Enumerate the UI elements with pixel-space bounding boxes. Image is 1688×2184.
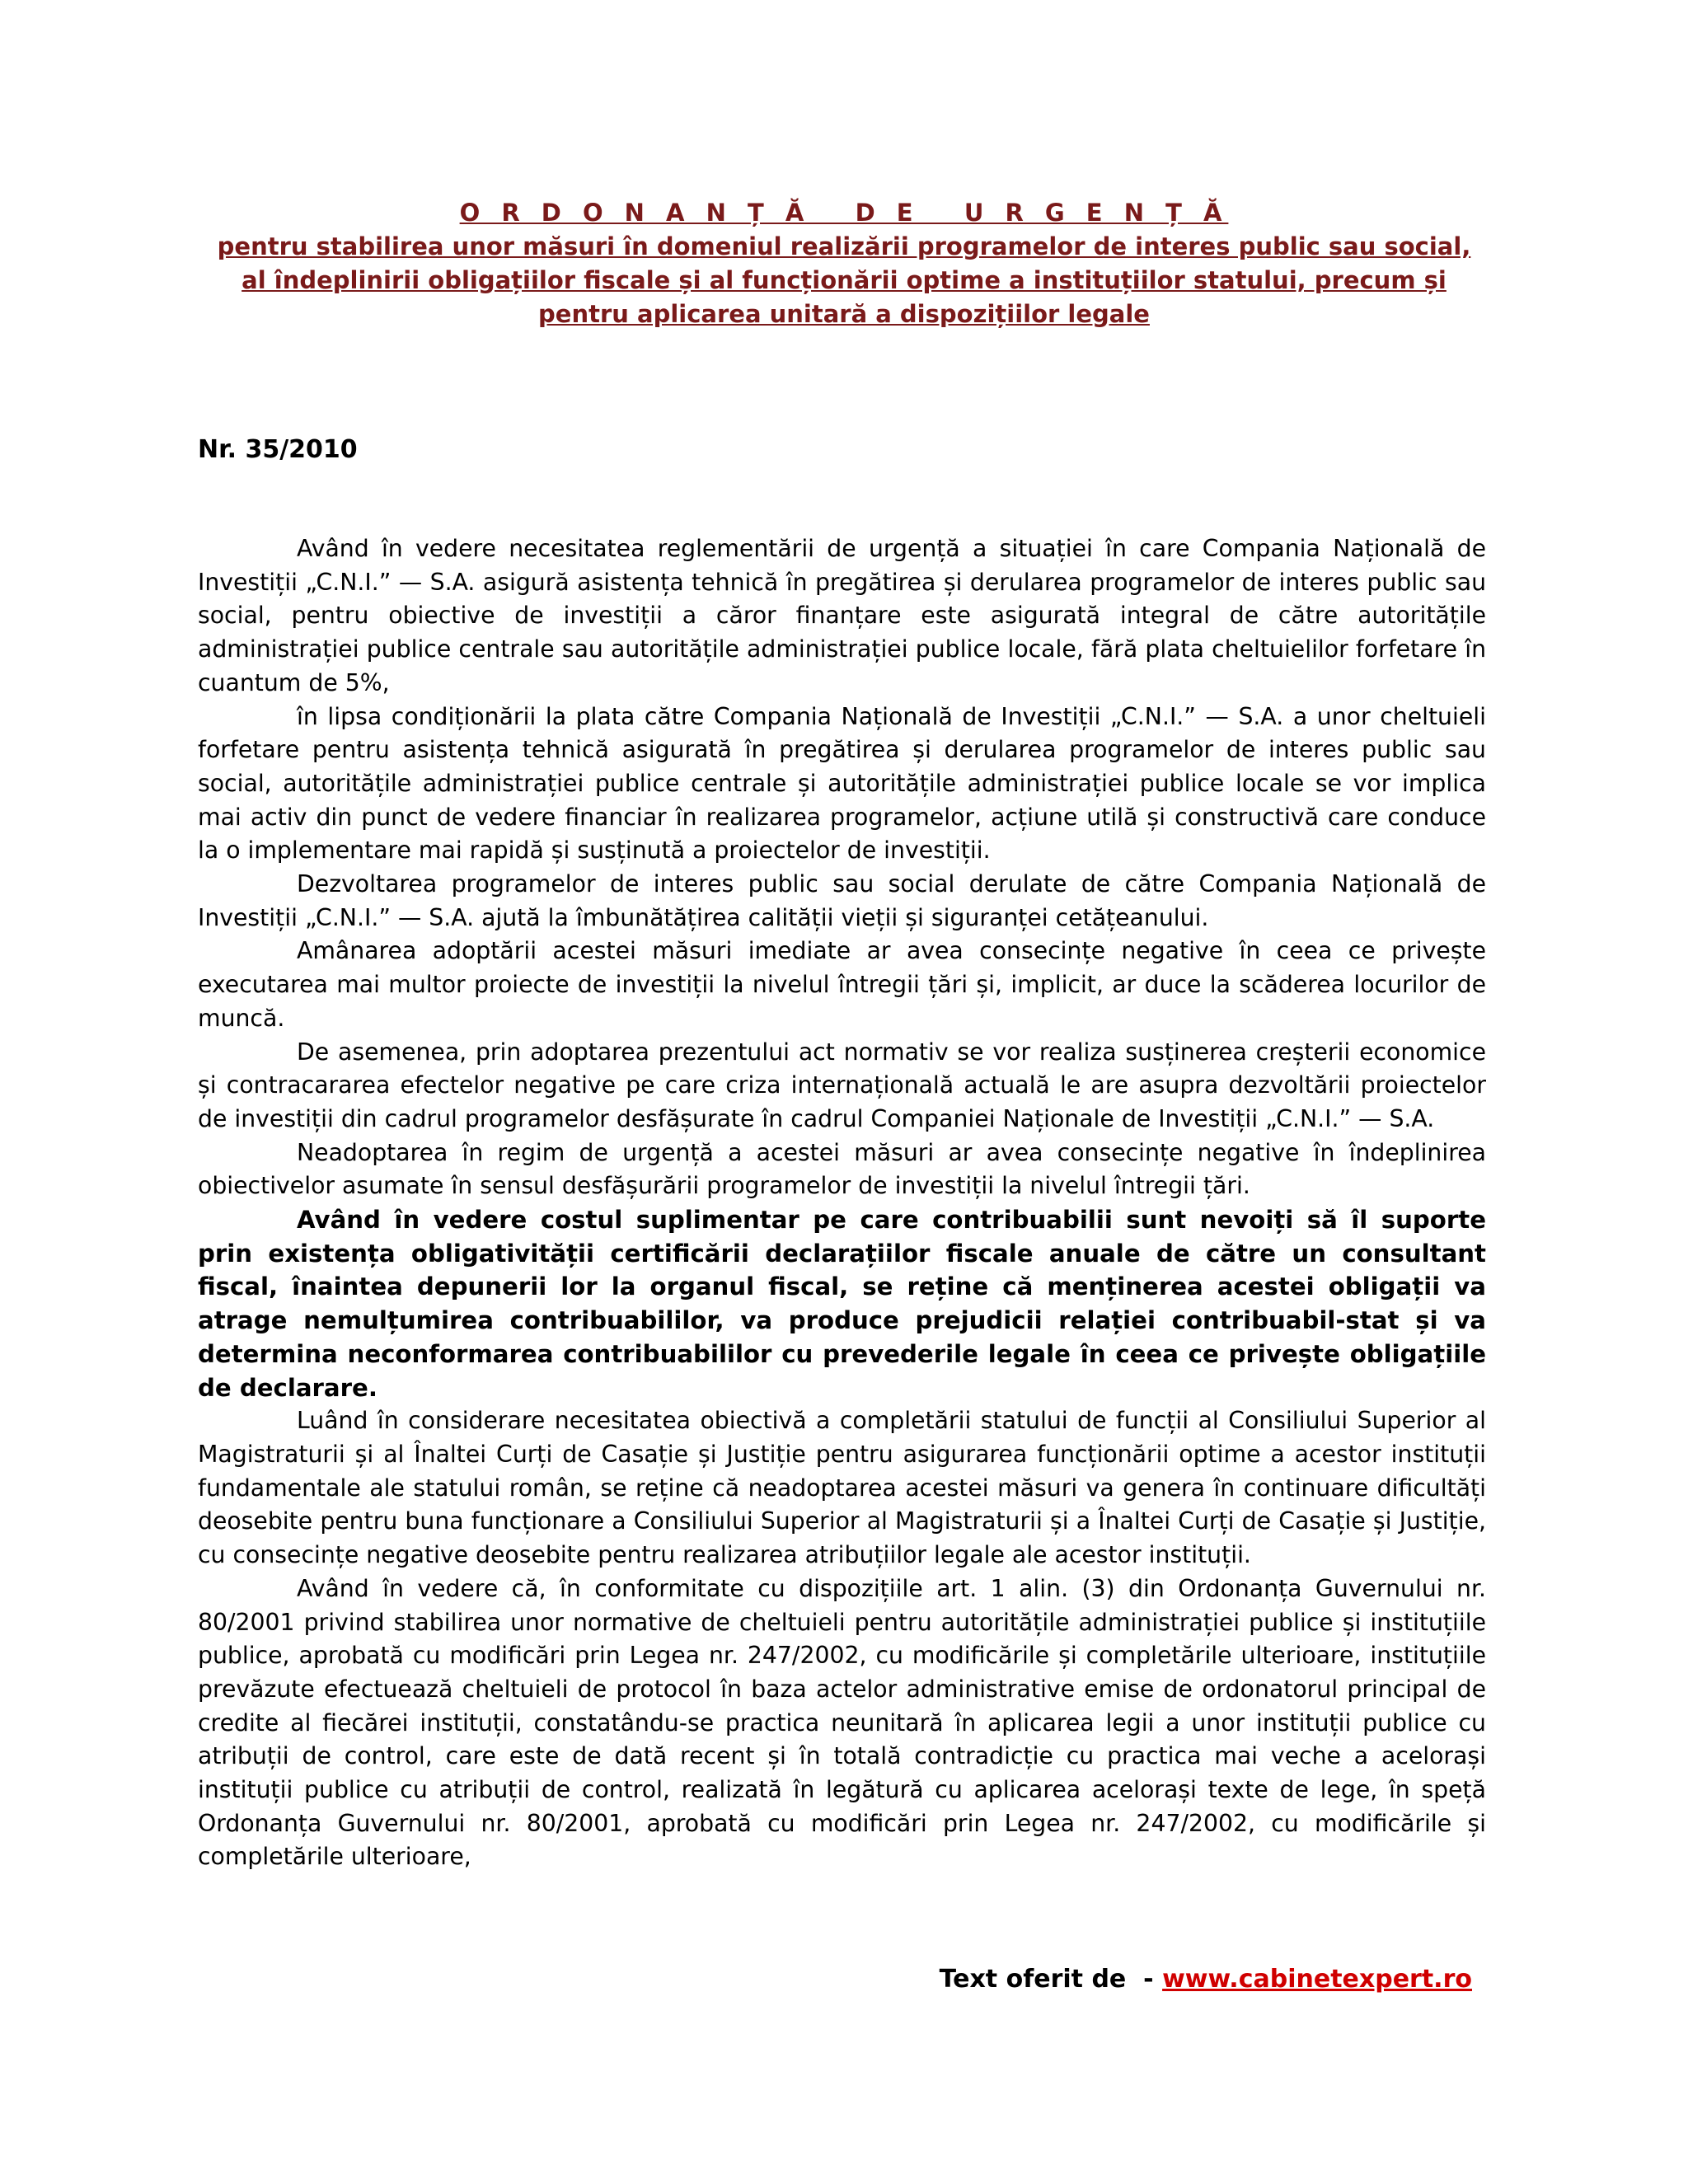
ordinance-title: O R D O N A N Ț Ă D E U R G E N Ț Ă [459, 199, 1229, 227]
paragraph-5: De asemenea, prin adoptarea prezentului act normativ se vor realiza susținerea creșterii economice și contracararea efectelor negative pe care criza internațională actuală le are asupra dezvoltării proiectelor de investiții din cadrul programelor desfășurate în cadrul Companiei Naționale de Investiții „C.N.I.” — S.A. [198, 1038, 1486, 1132]
footer-credit [940, 1963, 1472, 1996]
subtitle-line-1: pentru stabilirea unor măsuri în domeniul realizării programelor de interes public sau social, [217, 232, 1471, 260]
paragraph-4: Amânarea adoptării acestei măsuri imediate ar avea consecințe negative în ceea ce privește executarea mai multor proiecte de investiții la nivelul întregii țări și, implicit, ar duce la scăderea locurilor de muncă. [198, 937, 1486, 1032]
paragraph-2: în lipsa condiționării la plata către Compania Națională de Investiții „C.N.I.” — S.A. a unor cheltuieli forfetare pentru asistența tehnică asigurată în pregătirea și derularea programelor de interes public sau social, autoritățile administrației publice centrale și autoritățile administrației publice locale se vor implica mai activ din punct de vedere financiar în realizarea programelor, acțiune utilă și constructivă care conduce la o implementare mai rapidă și susținută a proiectelor de investiții. [198, 702, 1486, 865]
footer-label: Text oferit de - [939, 1965, 1163, 1994]
paragraph-6: Neadoptarea în regim de urgență a acestei măsuri ar avea consecințe negative în îndeplinirea obiectivelor asumate în sensul desfășurării programelor de investiții la nivelul întregii țări. [198, 1138, 1486, 1200]
paragraph-1: Având în vedere necesitatea reglementării de urgență a situației în care Compania Națională de Investiții „C.N.I.” — S.A. asigură asistența tehnică în pregătirea și derularea programelor de interes public sau social, pentru obiective de investiții a căror finanțare este asigurată integral de către autoritățile administrației publice centrale sau autoritățile administrației publice locale, fără plata cheltuielilor forfetare în cuantum de 5%, [198, 535, 1486, 696]
subtitle-line-3: pentru aplicarea unitară a dispozițiilor legale [538, 300, 1150, 328]
document-body [198, 532, 1486, 1874]
paragraph-9: Având în vedere că, în conformitate cu dispozițiile art. 1 alin. (3) din Ordonanța Guvernului nr. 80/2001 privind stabilirea unor normative de cheltuieli pentru autoritățile administrației publice și instituțiile publice, aprobată cu modificări prin Legea nr. 247/2002, cu modificările și completările ulterioare, instituțiile prevăzute efectuează cheltuieli de protocol în baza actelor administrative emise de ordonatorul principal de credite al fiecărei instituții, constatându-se practica neunitară în aplicarea legii a unor instituții publice cu atribuții de control, care este de dată recent și în totală contradicție cu practica mai veche a acelorași instituții publice cu atribuții de control, realizată în legătură cu aplicarea acelorași texte de lege, în speță Ordonanța Guvernului nr. 80/2001, aprobată cu modificări prin Legea nr. 247/2002, cu modificările și completările ulterioare, [198, 1574, 1486, 1871]
paragraph-7-bold: Având în vedere costul suplimentar pe care contribuabilii sunt nevoiți să îl suporte prin existența obligativității certificării declarațiilor fiscale anuale de către un consultant fiscal, înaintea depunerii lor la organul fiscal, se reține că menținerea acestei obligații va atrage nemulțumirea contribuabililor, va produce prejudicii relației contribuabil-stat și va determina neconformarea contribuabililor cu prevederile legale în ceea ce privește obligațiile de declarare. [198, 1206, 1486, 1402]
title-block [165, 196, 1523, 331]
paragraph-3: Dezvoltarea programelor de interes public sau social derulate de către Compania Națională de Investiții „C.N.I.” — S.A. ajută la îmbunătățirea calității vieții și siguranței cetățeanului. [198, 870, 1486, 931]
document-number: Nr. 35/2010 [198, 435, 358, 464]
subtitle-line-2: al îndeplinirii obligațiilor fiscale și al funcționării optime a instituțiilor statului, precum și [241, 266, 1447, 294]
footer-website-link[interactable]: www.cabinetexpert.ro [1162, 1965, 1472, 1994]
paragraph-8: Luând în considerare necesitatea obiectivă a completării statului de funcții al Consiliului Superior al Magistraturii și al Înaltei Curți de Casație și Justiție pentru asigurarea funcționării optime a acestor instituții fundamentale ale statului român, se reține că neadoptarea acestei măsuri va genera în continuare dificultăți deosebite pentru buna funcționare a Consiliului Superior al Magistraturii și a Înaltei Curți de Casație și Justiție, cu consecințe negative deosebite pentru realizarea atribuțiilor legale ale acestor instituții. [198, 1407, 1486, 1569]
